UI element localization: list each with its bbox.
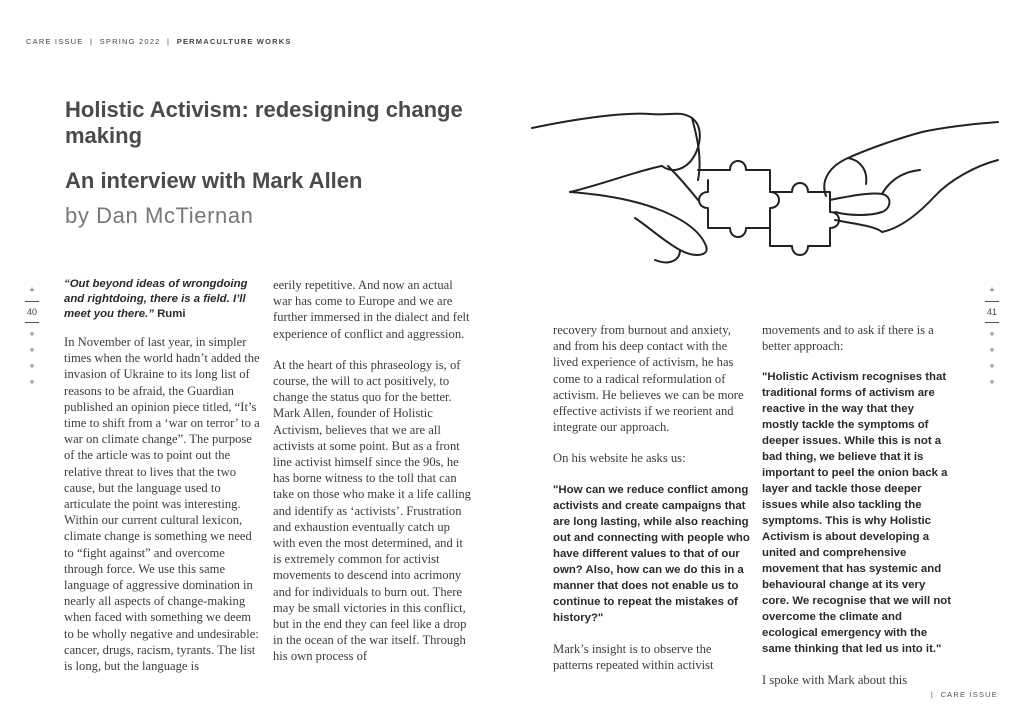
col4-paragraph-2: I spoke with Mark about this bbox=[762, 673, 908, 688]
col4-paragraph-1: movements and to ask if there is a better approach: bbox=[762, 323, 934, 354]
article-title: Holistic Activism: redesigning change making bbox=[65, 97, 463, 148]
footer-label: CARE ISSUE bbox=[940, 690, 998, 699]
epigraph-author: Rumi bbox=[157, 308, 186, 320]
page-marker-right: + 41 + + + + bbox=[986, 285, 997, 387]
col1-paragraph: In November of last year, in simpler times when the world hadn’t added the invasion of Ukraine to its long list of reasons to be afraid, the Guardian published an opinion piece titled, “It’s time to shift from a ‘war on terror’ to a war on climate change”. The purpose of the article was to point out the relative threat to lives that the two cause, but the language used to articulate the point was interesting. Within our current cultural lexicon, climate change is something we need to “fight against” and overcome through force. We use this same language of aggressive domination in nearly all aspects of change-making when faced with something we deem to be wholly negative and undesirable: cancer, drugs, racism, tyrants. The list is long, but the language is bbox=[64, 335, 260, 674]
col3-paragraph-1: recovery from burnout and anxiety, and from his deep contact with the lived experience of activism, he has come to a radical reformulation of activism. He believes we can be more effective activists if we reorient and integrate our approach. bbox=[553, 323, 744, 435]
header-issue: CARE ISSUE bbox=[26, 37, 84, 46]
hands-puzzle-illustration bbox=[530, 100, 1000, 270]
col3-website-quote: "How can we reduce conflict among activists and create campaigns that are long lasting, while also reaching out and connecting with people who have different values to that of our own? Also, how can we do this in a manner that does not enable us to continue to repeat the mistakes of history?" bbox=[553, 483, 750, 624]
article-byline: by Dan McTiernan bbox=[65, 203, 254, 228]
column-1 bbox=[64, 277, 264, 689]
column-4 bbox=[762, 322, 952, 704]
page-marker-left: + 40 + + + + bbox=[26, 285, 37, 387]
header-season: SPRING 2022 bbox=[99, 37, 161, 46]
page-number-left: 40 bbox=[26, 307, 37, 317]
col2-paragraph-2: At the heart of this phraseology is, of course, the will to act positively, to change the status quo for the better. Mark Allen, founder of Holistic Activism, believes that we are all activists at some point. But as a front line activist himself since the 90s, he has borne witness to the toll that can take on those who make it a life calling and identify as ‘activists’. Frustration and exhaustion eventually catch up with even the most determined, and it is extremely common for activist movements to descend into acrimony and for individuals to burn out. There may be small victories in this conflict, but in the end they can feel like a drop in the ocean of the war itself. Through his own process of bbox=[273, 357, 471, 664]
column-3 bbox=[553, 322, 751, 688]
col3-paragraph-3: Mark’s insight is to observe the patterns repeated within activist bbox=[553, 641, 714, 672]
epigraph-text: “Out beyond ideas of wrongdoing and rightdoing, there is a field. I’ll meet you there.” bbox=[64, 278, 248, 320]
col4-holistic-quote: "Holistic Activism recognises that traditional forms of activism are reactive in the way that they mostly tackle the symptoms of deeper issues. While this is not a bad thing, we believe that it is important to peel the onion back a layer and tackle those deeper issues while also tackling the symptoms. This is why Holistic Activism is about developing a united and comprehensive movement that has systemic and behavioural change at its very core. We recognise that we will not overcome the climate and ecological emergency with the same thinking that led us into it." bbox=[762, 371, 952, 656]
article-subtitle: An interview with Mark Allen bbox=[65, 168, 363, 193]
col2-paragraph-1: eerily repetitive. And now an actual war has come to Europe and we are further immersed in the dialect and felt experience of conflict and aggression. bbox=[273, 278, 470, 341]
epigraph bbox=[64, 277, 264, 322]
column-2 bbox=[273, 277, 473, 680]
running-header: CARE ISSUE | SPRING 2022 | PERMACULTURE WORKS bbox=[26, 37, 292, 46]
running-footer: | CARE ISSUE bbox=[930, 690, 998, 699]
page-number-right: 41 bbox=[986, 307, 997, 317]
header-section: PERMACULTURE WORKS bbox=[176, 37, 292, 46]
col3-paragraph-2: On his website he asks us: bbox=[553, 451, 686, 466]
